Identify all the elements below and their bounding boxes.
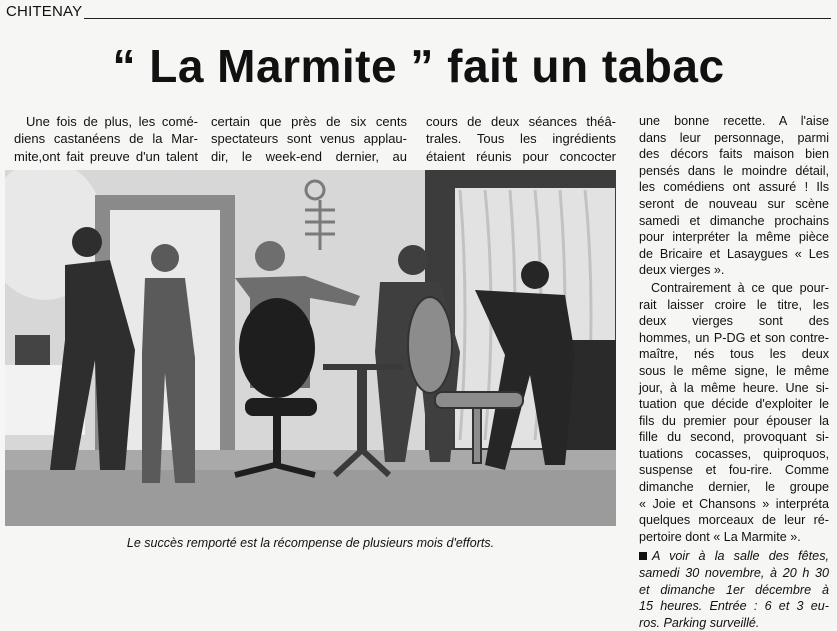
text-line: 15 heures. Entrée : 6 et 3 eu- [639, 599, 829, 614]
text-line: « Joie et Chansons » interpréta [639, 496, 829, 511]
text-line: quelques morceaux de leur ré- [639, 513, 829, 528]
headline: “ La Marmite ” fait un tabac [112, 40, 725, 92]
text-line: certain que près de six cents [211, 114, 407, 129]
event-info [639, 548, 829, 631]
stage-photo-illustration [5, 170, 616, 526]
text-line: ros. Parking surveillé. [639, 615, 760, 630]
text-line: Une fois de plus, les comé- [26, 114, 198, 129]
text-line: hommes, un P-DG et son contre- [639, 330, 829, 345]
text-line: samedi 30 novembre, à 20 h 30 [639, 566, 829, 581]
text-line: tuations cocasses, quiproquos, [639, 446, 829, 461]
text-line: étaient réunis pour concocter [426, 148, 616, 164]
text-line: des décors faits maison bien [639, 147, 829, 162]
text-line: cours de deux séances théâ- [426, 114, 616, 129]
text-line: dans leur personnage, parmi [639, 130, 829, 145]
text-line: tuation que décide d'exploiter le [639, 397, 829, 412]
text-line: spectateurs sont venus applau- [211, 131, 407, 147]
text-line: dimanche dernier, le groupe [639, 480, 829, 495]
rubric-rule [84, 18, 831, 19]
text-line: suspense et fou-rire. Comme [639, 463, 829, 478]
text-line: et dimanche 1er décembre à [639, 582, 829, 597]
text-line: deux vierges sont des [639, 314, 829, 329]
text-line: fille du second, provoquant si- [639, 430, 829, 445]
text-line: jour, à la même heure. Une si- [639, 380, 829, 395]
text-line: pertoire dont « La Marmite ». [639, 529, 801, 544]
text-line: mite,ont fait preuve d'un talent [14, 148, 198, 164]
text-line: sous le même signe, le même [639, 363, 829, 378]
text-line: maître, nés tous les deux [639, 347, 829, 362]
text-line: diens castanéens de la Mar- [14, 131, 198, 147]
text-line: pour interpréter la même pièce [639, 230, 829, 245]
text-line: une bonne recette. A l'aise [639, 114, 829, 128]
column-4-text [639, 113, 829, 631]
column-1-text [14, 113, 198, 165]
text-line: fils du premier pour épouser la [639, 413, 829, 428]
text-line: les comédiens ont assuré ! Ils [639, 180, 829, 195]
stage-photo [5, 170, 616, 526]
text-line: dir, le week-end dernier, au [211, 148, 407, 164]
column-2-text [211, 113, 407, 165]
column-3-text [426, 113, 616, 165]
text-line: samedi et dimanche prochains [639, 213, 829, 228]
text-line: trales. Tous les ingrédients [426, 131, 616, 147]
text-line: deux vierges ». [639, 263, 725, 278]
section-rubric: CHITENAY [6, 3, 83, 20]
bullet-square-icon [639, 552, 647, 560]
info-line: A voir à la salle des fêtes, [652, 549, 829, 564]
text-line: Contrairement à ce que pour- [651, 280, 829, 295]
text-line: seront de nouveau sur scène [639, 196, 829, 211]
text-line: rait laisser croire le titre, les [639, 297, 829, 312]
photo-caption: Le succès remporté est la récompense de plusieurs mois d'efforts. [126, 536, 495, 550]
text-line: de Bricaire et Lasaygues « Les [639, 246, 829, 261]
text-line: pensés dans le moindre détail, [639, 163, 829, 178]
